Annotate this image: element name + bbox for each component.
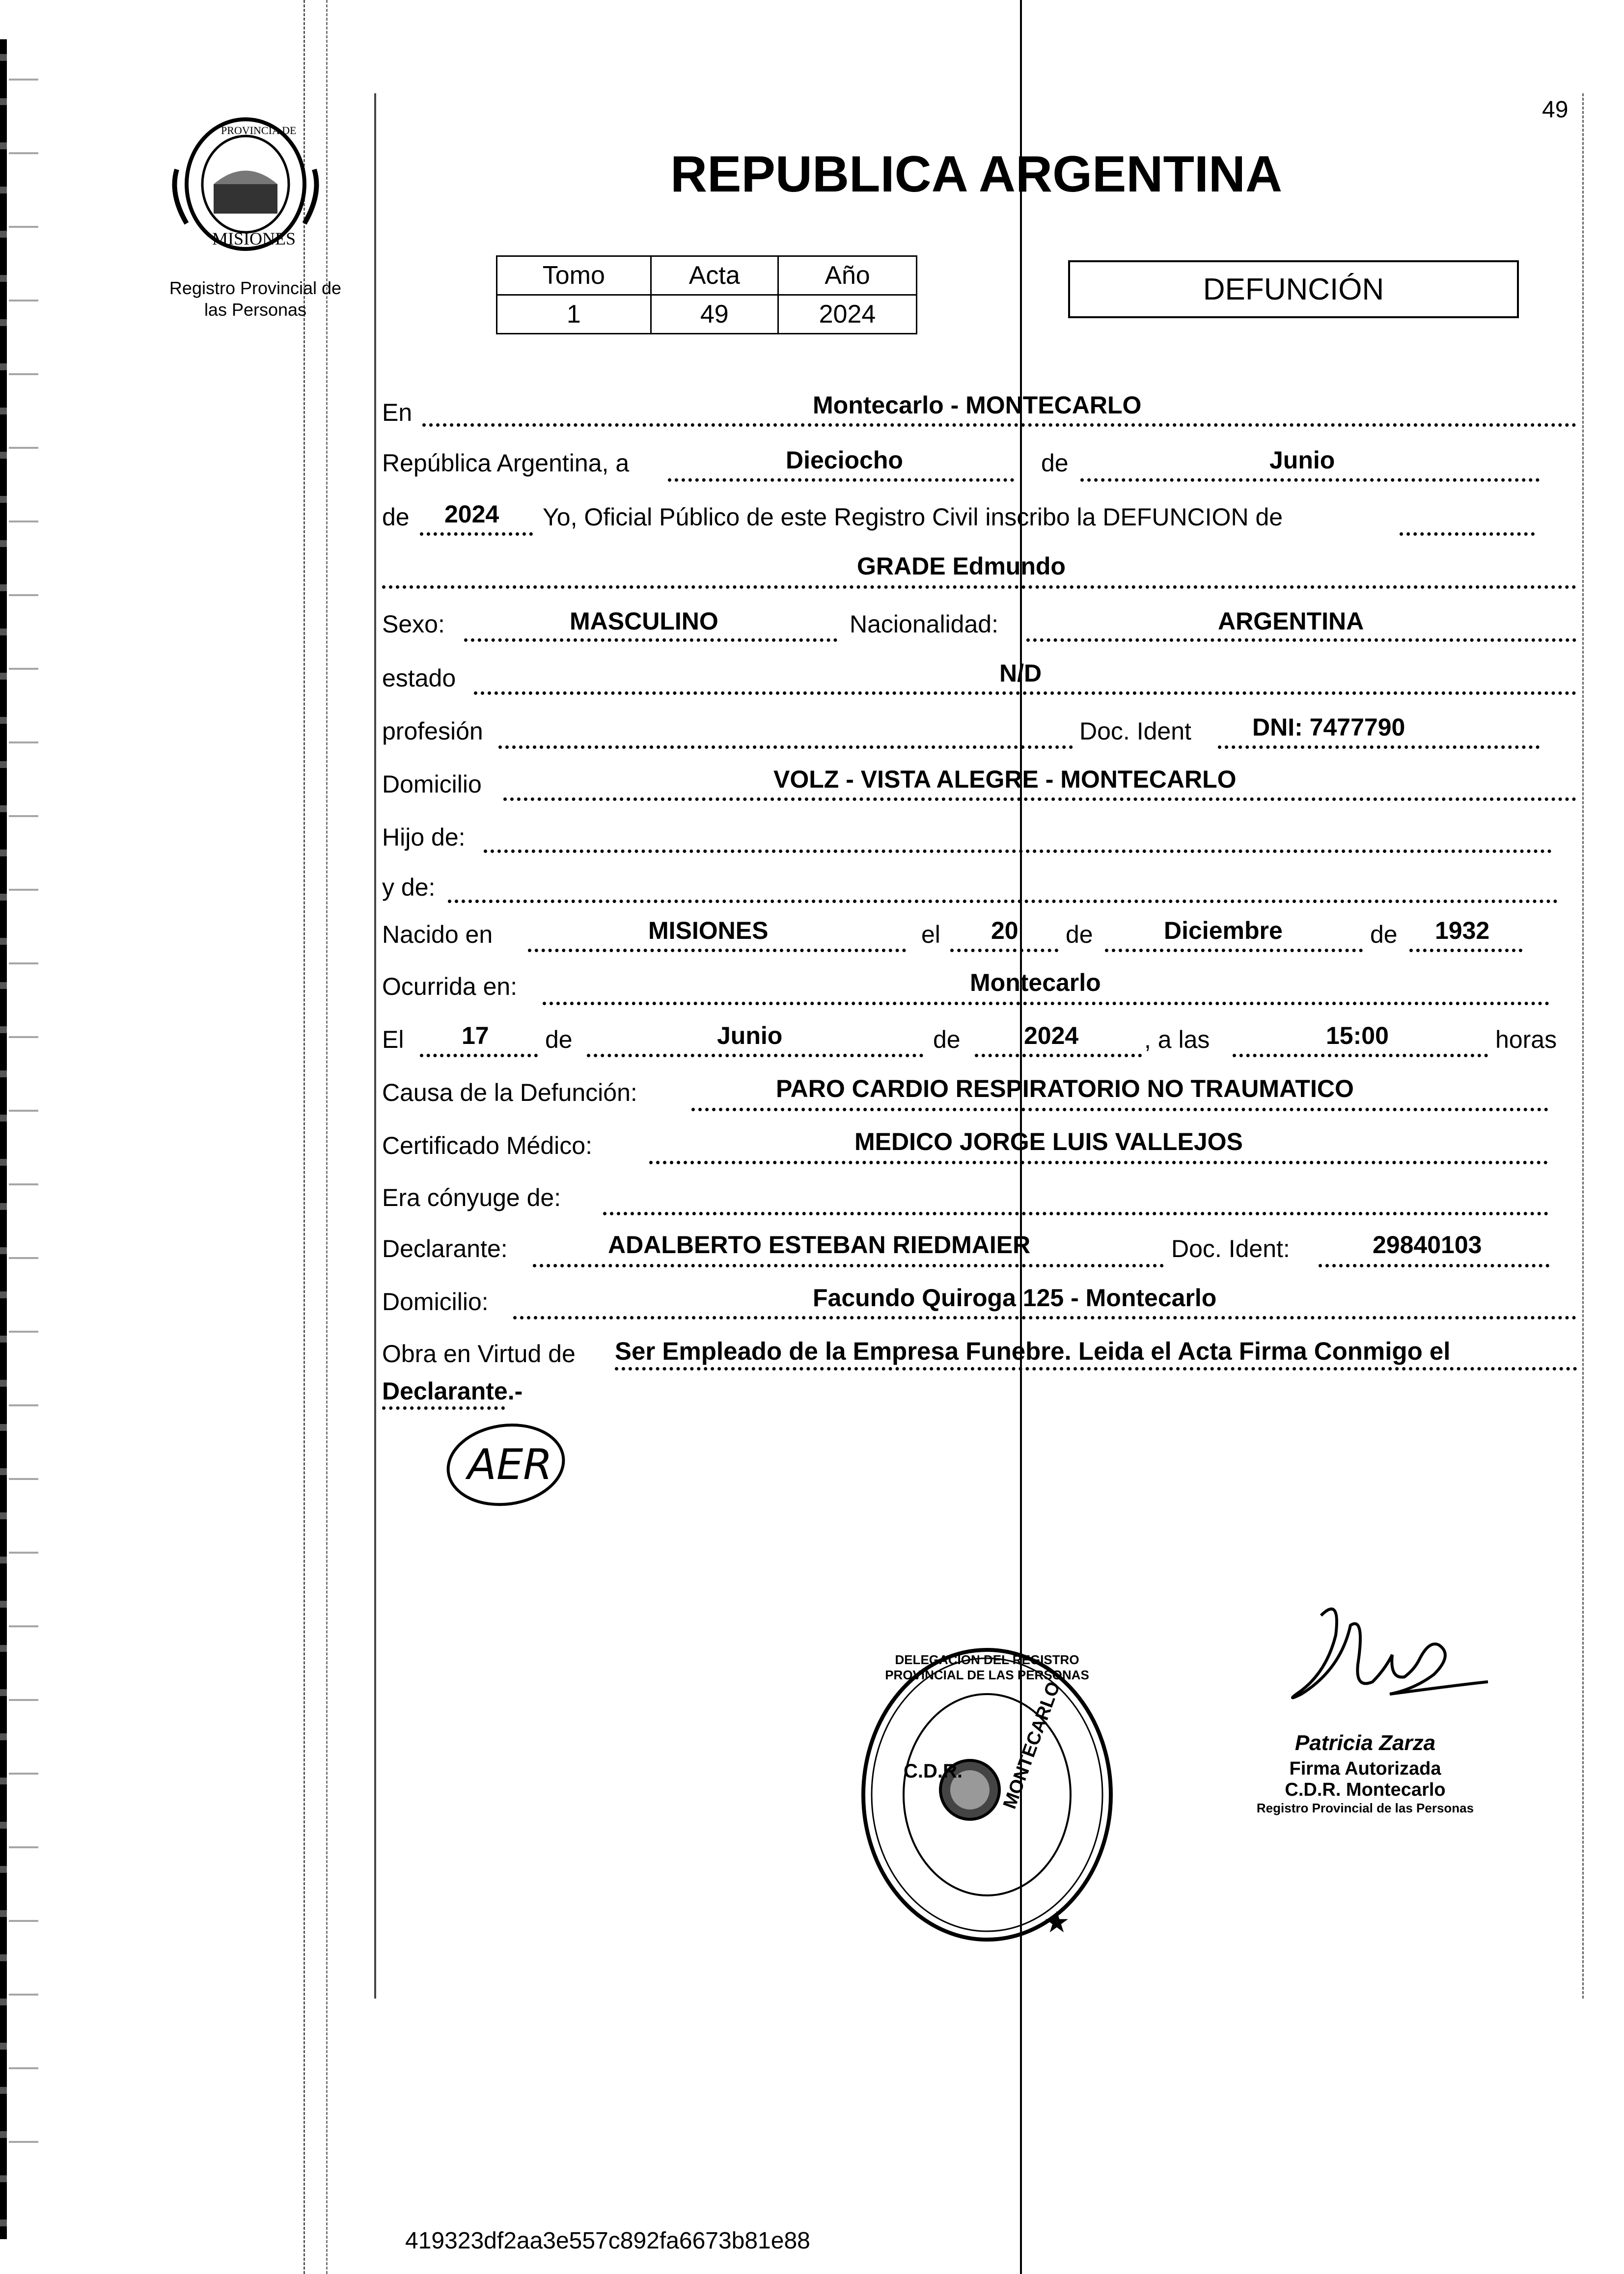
hijo-label: Hijo de: xyxy=(382,823,466,851)
causa-label: Causa de la Defunción: xyxy=(382,1079,637,1106)
doc-ident-value: DNI: 7477790 xyxy=(1252,713,1405,741)
de-label-6: de xyxy=(933,1026,961,1053)
obra-value-2: Declarante.- xyxy=(382,1377,523,1405)
fall-mes-value: Junio xyxy=(717,1022,783,1049)
declarante-value: ADALBERTO ESTEBAN RIEDMAIER xyxy=(608,1231,1031,1259)
signature-block xyxy=(1169,1731,1562,1816)
causa-line xyxy=(691,1108,1548,1111)
registry-table-header xyxy=(497,256,917,295)
mes-value: Junio xyxy=(1269,446,1335,474)
doc-ident2-value: 29840103 xyxy=(1373,1231,1482,1259)
domicilio2-label: Domicilio: xyxy=(382,1288,489,1315)
de-label-5: de xyxy=(545,1026,573,1053)
certificado-value: MEDICO JORGE LUIS VALLEJOS xyxy=(854,1128,1243,1155)
hora-value: 15:00 xyxy=(1326,1022,1389,1049)
doc-ident-line xyxy=(1218,745,1540,749)
fall-anio-value: 2024 xyxy=(1024,1022,1079,1049)
obra-line-1 xyxy=(615,1367,1577,1370)
en-label: En xyxy=(382,399,413,426)
domicilio-value: VOLZ - VISTA ALEGRE - MONTECARLO xyxy=(773,766,1237,793)
certificado-line xyxy=(649,1161,1548,1164)
document-type-box: DEFUNCIÓN xyxy=(1068,260,1519,318)
nacionalidad-line xyxy=(1026,638,1576,642)
scan-line-1 xyxy=(303,0,305,2274)
estado-value: N/D xyxy=(999,659,1042,687)
signer-registry: Registro Provincial de las Personas xyxy=(1256,1801,1474,1815)
doc-ident2-label: Doc. Ident: xyxy=(1171,1235,1290,1262)
seal-text-outer: DELEGACION DEL REGISTRO PROVINCIAL DE LAS PERSONAS xyxy=(885,1652,1089,1683)
registry-table-values xyxy=(497,295,917,334)
nac-dia-value: 20 xyxy=(991,917,1018,944)
declarant-initials xyxy=(442,1422,570,1507)
yde-line xyxy=(448,900,1558,903)
doc-ident2-line xyxy=(1319,1264,1549,1267)
form-left-border xyxy=(374,93,376,1999)
ocurrida-value: Montecarlo xyxy=(970,969,1101,996)
seal-text-inner: C.D.R. xyxy=(904,1760,963,1782)
yde-label: y de: xyxy=(382,874,436,901)
obra-line-2 xyxy=(382,1406,505,1410)
estado-line xyxy=(474,691,1576,695)
profesion-line xyxy=(498,745,1073,749)
signer-role: Firma Autorizada xyxy=(1289,1758,1441,1779)
causa-value: PARO CARDIO RESPIRATORIO NO TRAUMATICO xyxy=(776,1075,1354,1102)
el-label: el xyxy=(921,921,940,948)
conyuge-label: Era cónyuge de: xyxy=(382,1184,561,1211)
logo-text-top: PROVINCIA DE xyxy=(221,124,297,137)
province-logo xyxy=(167,110,324,258)
header-acta: Acta xyxy=(651,256,778,295)
ocurrida-label: Ocurrida en: xyxy=(382,973,518,1000)
nombre-value: GRADE Edmundo xyxy=(857,552,1066,580)
declarante-line xyxy=(533,1264,1164,1267)
value-acta: 49 xyxy=(651,295,778,334)
domicilio2-line xyxy=(513,1316,1576,1319)
handwritten-signature xyxy=(1267,1596,1493,1724)
estado-label: estado xyxy=(382,664,456,692)
nac-anio-line xyxy=(1409,949,1522,952)
nacido-line xyxy=(528,949,906,952)
republica-label: República Argentina, a xyxy=(382,449,630,477)
yo-line xyxy=(1400,532,1535,536)
seal-text-bottom: MONTECARLO xyxy=(999,1679,1065,1812)
header-anio: Año xyxy=(778,256,916,295)
value-anio: 2024 xyxy=(778,295,916,334)
fall-anio-line xyxy=(975,1054,1142,1057)
signer-office: C.D.R. Montecarlo xyxy=(1285,1780,1446,1800)
profesion-label: profesión xyxy=(382,717,483,745)
page-title: REPUBLICA ARGENTINA xyxy=(670,146,1283,203)
sexo-value: MASCULINO xyxy=(570,607,718,635)
svg-text:★: ★ xyxy=(1044,1905,1070,1940)
de-label-3: de xyxy=(1066,921,1093,948)
scan-edge-left xyxy=(0,39,7,2239)
nacido-label: Nacido en xyxy=(382,921,493,948)
document-hash: 419323df2aa3e557c892fa6673b81e88 xyxy=(405,2228,810,2254)
ocurrida-line xyxy=(543,1002,1549,1005)
alas-label: , a las xyxy=(1144,1026,1210,1053)
certificado-label: Certificado Médico: xyxy=(382,1132,592,1159)
dia-line xyxy=(668,478,1014,482)
scan-noise-left xyxy=(9,49,38,2210)
logo-text-bottom: MISIONES xyxy=(212,229,296,248)
mes-line xyxy=(1080,478,1540,482)
horas-label: horas xyxy=(1495,1026,1557,1053)
domicilio2-value: Facundo Quiroga 125 - Montecarlo xyxy=(813,1284,1217,1312)
de-label-2: de xyxy=(382,503,410,531)
domicilio-line xyxy=(503,797,1576,801)
obra-label: Obra en Virtud de xyxy=(382,1340,576,1368)
el2-label: El xyxy=(382,1026,404,1053)
sexo-line xyxy=(464,638,837,642)
nacionalidad-value: ARGENTINA xyxy=(1218,607,1364,635)
nombre-line xyxy=(382,585,1576,589)
nac-anio-value: 1932 xyxy=(1435,917,1490,944)
registry-table xyxy=(496,255,917,334)
fall-mes-line xyxy=(587,1054,923,1057)
declarante-label: Declarante: xyxy=(382,1235,508,1262)
en-line xyxy=(422,423,1576,427)
dia-value: Dieciocho xyxy=(786,446,903,474)
nacionalidad-label: Nacionalidad: xyxy=(850,610,998,638)
nac-mes-value: Diciembre xyxy=(1164,917,1283,944)
conyuge-line xyxy=(603,1212,1548,1215)
initials-text: AER xyxy=(468,1440,552,1489)
hora-line xyxy=(1233,1054,1488,1057)
fall-dia-line xyxy=(420,1054,538,1057)
hijo-line xyxy=(484,849,1552,853)
en-value: Montecarlo - MONTECARLO xyxy=(813,391,1142,419)
form-right-border xyxy=(1582,93,1584,1999)
yo-text: Yo, Oficial Público de este Registro Civil inscribo la DEFUNCION de xyxy=(543,503,1283,531)
nac-mes-line xyxy=(1105,949,1363,952)
obra-value-1: Ser Empleado de la Empresa Funebre. Leida el Acta Firma Conmigo el xyxy=(615,1337,1451,1365)
official-seal xyxy=(857,1643,1117,1947)
page-number: 49 xyxy=(1542,97,1569,123)
de-label-4: de xyxy=(1370,921,1398,948)
registry-line-2: las Personas xyxy=(204,300,307,320)
anio-value: 2024 xyxy=(444,500,499,528)
nacido-value: MISIONES xyxy=(648,917,769,944)
anio-line xyxy=(420,532,533,536)
registry-label xyxy=(147,277,363,321)
nac-dia-line xyxy=(950,949,1058,952)
scan-line-2 xyxy=(326,0,328,2274)
doc-ident-label: Doc. Ident xyxy=(1079,717,1191,745)
header-tomo: Tomo xyxy=(497,256,651,295)
value-tomo: 1 xyxy=(497,295,651,334)
de-label-1: de xyxy=(1041,449,1069,477)
fall-dia-value: 17 xyxy=(462,1022,489,1049)
sexo-label: Sexo: xyxy=(382,610,445,638)
domicilio-label: Domicilio xyxy=(382,770,482,798)
registry-line-1: Registro Provincial de xyxy=(169,278,342,298)
signer-name: Patricia Zarza xyxy=(1294,1731,1436,1755)
